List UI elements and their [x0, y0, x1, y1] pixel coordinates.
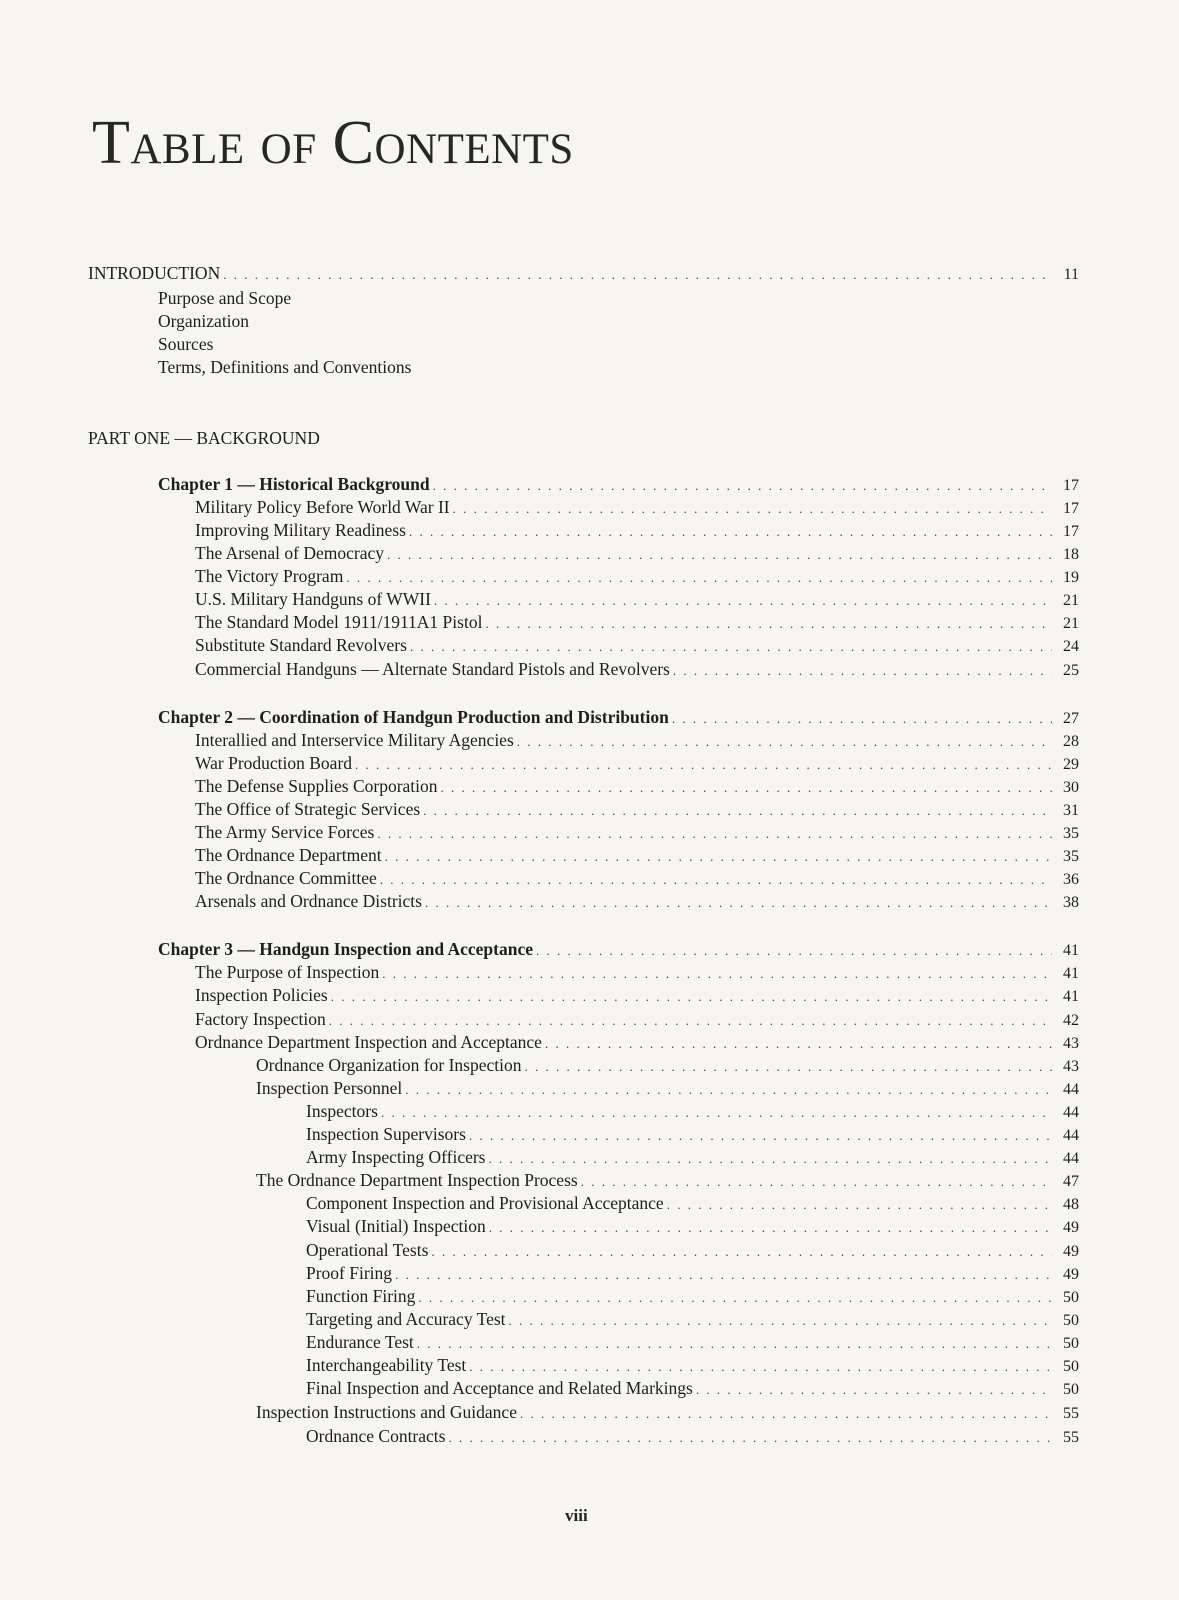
toc-entry-label: Visual (Initial) Inspection	[306, 1216, 486, 1236]
toc-entry-label: Targeting and Accuracy Test	[306, 1309, 506, 1329]
toc-entry	[306, 1425, 1079, 1448]
dot-leader	[381, 1101, 1052, 1124]
toc-entry	[158, 287, 1079, 310]
toc-entry-label: Inspection Policies	[195, 985, 328, 1005]
toc-entry	[195, 867, 1079, 890]
toc-entry-page: 17	[1063, 523, 1079, 540]
toc-entry-label: Substitute Standard Revolvers	[195, 635, 407, 655]
dot-leader	[405, 1078, 1052, 1101]
toc-entry-label: Function Firing	[306, 1286, 416, 1306]
dot-leader	[696, 1378, 1052, 1401]
toc-entry-label: The Ordnance Department Inspection Process	[256, 1170, 578, 1190]
dot-leader	[489, 1216, 1052, 1239]
toc-entry	[306, 1192, 1079, 1215]
toc-entry-page: 41	[1063, 965, 1079, 982]
dot-leader	[509, 1309, 1052, 1332]
page-title: Table of Contents	[92, 109, 574, 177]
toc-entry-page: 24	[1063, 638, 1079, 655]
toc-entry-label: Purpose and Scope	[158, 288, 292, 308]
toc-entry-label: Sources	[158, 334, 214, 354]
dot-leader	[581, 1170, 1052, 1193]
toc-entry-label: Inspection Personnel	[256, 1078, 403, 1098]
toc-entry-page: 21	[1063, 592, 1079, 609]
toc-entry-page: 50	[1063, 1335, 1079, 1352]
toc-entry-page: 18	[1063, 546, 1079, 563]
toc-entry	[256, 1077, 1079, 1100]
toc-entry	[195, 519, 1079, 542]
toc-entry	[88, 427, 1079, 450]
dot-leader	[667, 1193, 1052, 1216]
toc-entry-label: Ordnance Department Inspection and Acceptance	[195, 1032, 542, 1052]
dot-leader	[331, 985, 1052, 1008]
dot-leader	[377, 822, 1052, 845]
dot-leader	[423, 799, 1052, 822]
toc-entry	[195, 658, 1079, 681]
toc-entry-page: 30	[1063, 779, 1079, 796]
toc-entry-page: 49	[1063, 1266, 1079, 1283]
toc-entry-label: Component Inspection and Provisional Acceptance	[306, 1193, 664, 1213]
toc-entry-label: The Office of Strategic Services	[195, 799, 421, 819]
toc-entry	[195, 588, 1079, 611]
toc-entry	[158, 473, 1079, 496]
toc-entry-label: Chapter 3 — Handgun Inspection and Acceptance	[158, 939, 534, 959]
toc-entry-label: Inspectors	[306, 1101, 378, 1121]
toc-entry-label: Improving Military Readiness	[195, 520, 406, 540]
dot-leader	[485, 612, 1052, 635]
toc-entry-label: Commercial Handguns — Alternate Standard Pistols and Revolvers	[195, 659, 670, 679]
page-number: viii	[565, 1506, 588, 1525]
toc-entry-label: The Purpose of Inspection	[195, 962, 380, 982]
toc-entry-page: 48	[1063, 1196, 1079, 1213]
toc-entry-page: 19	[1063, 569, 1079, 586]
toc-entry	[306, 1146, 1079, 1169]
toc-entry-label: The Victory Program	[195, 566, 344, 586]
dot-leader	[536, 939, 1052, 962]
toc-entry	[306, 1354, 1079, 1377]
toc-entry-label: Terms, Definitions and Conventions	[158, 357, 412, 377]
toc-entry-label: Final Inspection and Acceptance and Related Markings	[306, 1378, 693, 1398]
toc-entry-label: The Ordnance Department	[195, 845, 382, 865]
toc-entry-page: 35	[1063, 848, 1079, 865]
toc-entry-page: 43	[1063, 1058, 1079, 1075]
toc-entry	[158, 333, 1079, 356]
toc-entry-label: Inspection Instructions and Guidance	[256, 1402, 517, 1422]
toc-entry-label: U.S. Military Handguns of WWII	[195, 589, 431, 609]
toc-entry-page: 31	[1063, 802, 1079, 819]
toc-entry	[158, 356, 1079, 379]
toc-entry-page: 17	[1063, 477, 1079, 494]
toc-entry	[195, 542, 1079, 565]
dot-leader	[434, 589, 1052, 612]
toc-entry-page: 11	[1063, 266, 1079, 283]
toc-entry	[195, 821, 1079, 844]
dot-leader	[418, 1286, 1052, 1309]
toc-entry	[195, 496, 1079, 519]
dot-leader	[387, 543, 1052, 566]
toc-entry-page: 47	[1063, 1173, 1079, 1190]
toc-entry	[306, 1285, 1079, 1308]
toc-entry-label: The Arsenal of Democracy	[195, 543, 385, 563]
toc-entry-page: 43	[1063, 1035, 1079, 1052]
toc-entry	[306, 1123, 1079, 1146]
dot-leader	[489, 1147, 1053, 1170]
toc-entry-label: Ordnance Contracts	[306, 1426, 446, 1446]
toc-entry-page: 55	[1063, 1405, 1079, 1422]
toc-entry	[158, 938, 1079, 961]
toc-entry	[306, 1100, 1079, 1123]
toc-entry-label: Chapter 2 — Coordination of Handgun Production and Distribution	[158, 707, 669, 727]
toc-entry-page: 25	[1063, 662, 1079, 679]
toc-entry-page: 49	[1063, 1219, 1079, 1236]
toc-entry-page: 38	[1063, 894, 1079, 911]
dot-leader	[469, 1124, 1052, 1147]
dot-leader	[672, 707, 1052, 730]
dot-leader	[673, 659, 1052, 682]
toc-entry-label: Ordnance Organization for Inspection	[256, 1055, 522, 1075]
toc-entry-page: 41	[1063, 942, 1079, 959]
toc-entry-label: Operational Tests	[306, 1240, 429, 1260]
toc-entry	[195, 1008, 1079, 1031]
toc-entry-page: 55	[1063, 1429, 1079, 1446]
toc-entry-page: 28	[1063, 733, 1079, 750]
toc-entry	[306, 1331, 1079, 1354]
toc-entry-page: 42	[1063, 1012, 1079, 1029]
toc-entry-label: Interchangeability Test	[306, 1355, 467, 1375]
toc-entry-page: 49	[1063, 1243, 1079, 1260]
toc-entry	[306, 1262, 1079, 1285]
dot-leader	[431, 1240, 1052, 1263]
toc-entry	[195, 775, 1079, 798]
toc-entry-page: 50	[1063, 1358, 1079, 1375]
toc-entry-label: Organization	[158, 311, 250, 331]
toc-entry	[195, 890, 1079, 913]
toc-entry	[158, 310, 1079, 333]
toc-entry	[195, 752, 1079, 775]
dot-leader	[329, 1009, 1052, 1032]
dot-leader	[223, 263, 1052, 286]
toc-entry-page: 50	[1063, 1312, 1079, 1329]
toc-entry-label: Military Policy Before World War II	[195, 497, 450, 517]
toc-entry-page: 27	[1063, 710, 1079, 727]
dot-leader	[355, 753, 1052, 776]
dot-leader	[395, 1263, 1052, 1286]
toc-entry-label: Chapter 1 — Historical Background	[158, 474, 430, 494]
toc-entry	[195, 634, 1079, 657]
toc-entry	[306, 1239, 1079, 1262]
toc-entry-label: The Defense Supplies Corporation	[195, 776, 438, 796]
dot-leader	[410, 635, 1052, 658]
toc-entry-label: Factory Inspection	[195, 1009, 326, 1029]
toc-entry-page: 44	[1063, 1127, 1079, 1144]
toc-entry-label: Interallied and Interservice Military Agencies	[195, 730, 514, 750]
toc-entry-page: 36	[1063, 871, 1079, 888]
toc-entry-label: War Production Board	[195, 753, 353, 773]
toc-entry	[195, 729, 1079, 752]
toc-entry	[195, 565, 1079, 588]
dot-leader	[385, 845, 1052, 868]
dot-leader	[433, 474, 1052, 497]
toc-entry	[195, 798, 1079, 821]
toc-entry	[158, 706, 1079, 729]
dot-leader	[380, 868, 1052, 891]
toc-entry-label: INTRODUCTION	[88, 263, 221, 283]
dot-leader	[545, 1032, 1052, 1055]
toc-entry-page: 50	[1063, 1289, 1079, 1306]
toc-entry-label: Army Inspecting Officers	[306, 1147, 486, 1167]
dot-leader	[517, 730, 1052, 753]
toc-entry-label: The Army Service Forces	[195, 822, 375, 842]
toc-entry-page: 44	[1063, 1104, 1079, 1121]
dot-leader	[453, 497, 1052, 520]
toc-entry-page: 50	[1063, 1381, 1079, 1398]
dot-leader	[520, 1402, 1052, 1425]
toc-entry	[256, 1054, 1079, 1077]
toc-entry-label: Proof Firing	[306, 1263, 393, 1283]
toc-entry-page: 21	[1063, 615, 1079, 632]
toc-entry	[195, 611, 1079, 634]
toc-entry-page: 41	[1063, 988, 1079, 1005]
dot-leader	[346, 566, 1052, 589]
toc-entry-label: Arsenals and Ordnance Districts	[195, 891, 422, 911]
toc-entry	[306, 1215, 1079, 1238]
dot-leader	[441, 776, 1052, 799]
toc-entry	[256, 1401, 1079, 1424]
dot-leader	[417, 1332, 1052, 1355]
toc-entry-label: PART ONE — BACKGROUND	[88, 428, 320, 448]
toc-entry	[195, 844, 1079, 867]
toc-entry	[306, 1308, 1079, 1331]
toc-entry	[195, 961, 1079, 984]
toc-entry-page: 17	[1063, 500, 1079, 517]
toc-entry-label: Endurance Test	[306, 1332, 414, 1352]
dot-leader	[382, 962, 1052, 985]
toc-entry	[256, 1169, 1079, 1192]
dot-leader	[425, 891, 1052, 914]
toc-entry	[195, 984, 1079, 1007]
toc-entry	[306, 1377, 1079, 1400]
dot-leader	[409, 520, 1052, 543]
toc-entry-page: 35	[1063, 825, 1079, 842]
toc-entry-page: 44	[1063, 1150, 1079, 1167]
toc-entry	[195, 1031, 1079, 1054]
toc-entry-label: Inspection Supervisors	[306, 1124, 466, 1144]
dot-leader	[524, 1055, 1052, 1078]
dot-leader	[448, 1426, 1052, 1449]
toc-entry-page: 44	[1063, 1081, 1079, 1098]
toc-entry	[88, 262, 1079, 285]
toc-entry-page: 29	[1063, 756, 1079, 773]
toc-entry-label: The Standard Model 1911/1911A1 Pistol	[195, 612, 483, 632]
dot-leader	[469, 1355, 1052, 1378]
toc-entry-label: The Ordnance Committee	[195, 868, 377, 888]
